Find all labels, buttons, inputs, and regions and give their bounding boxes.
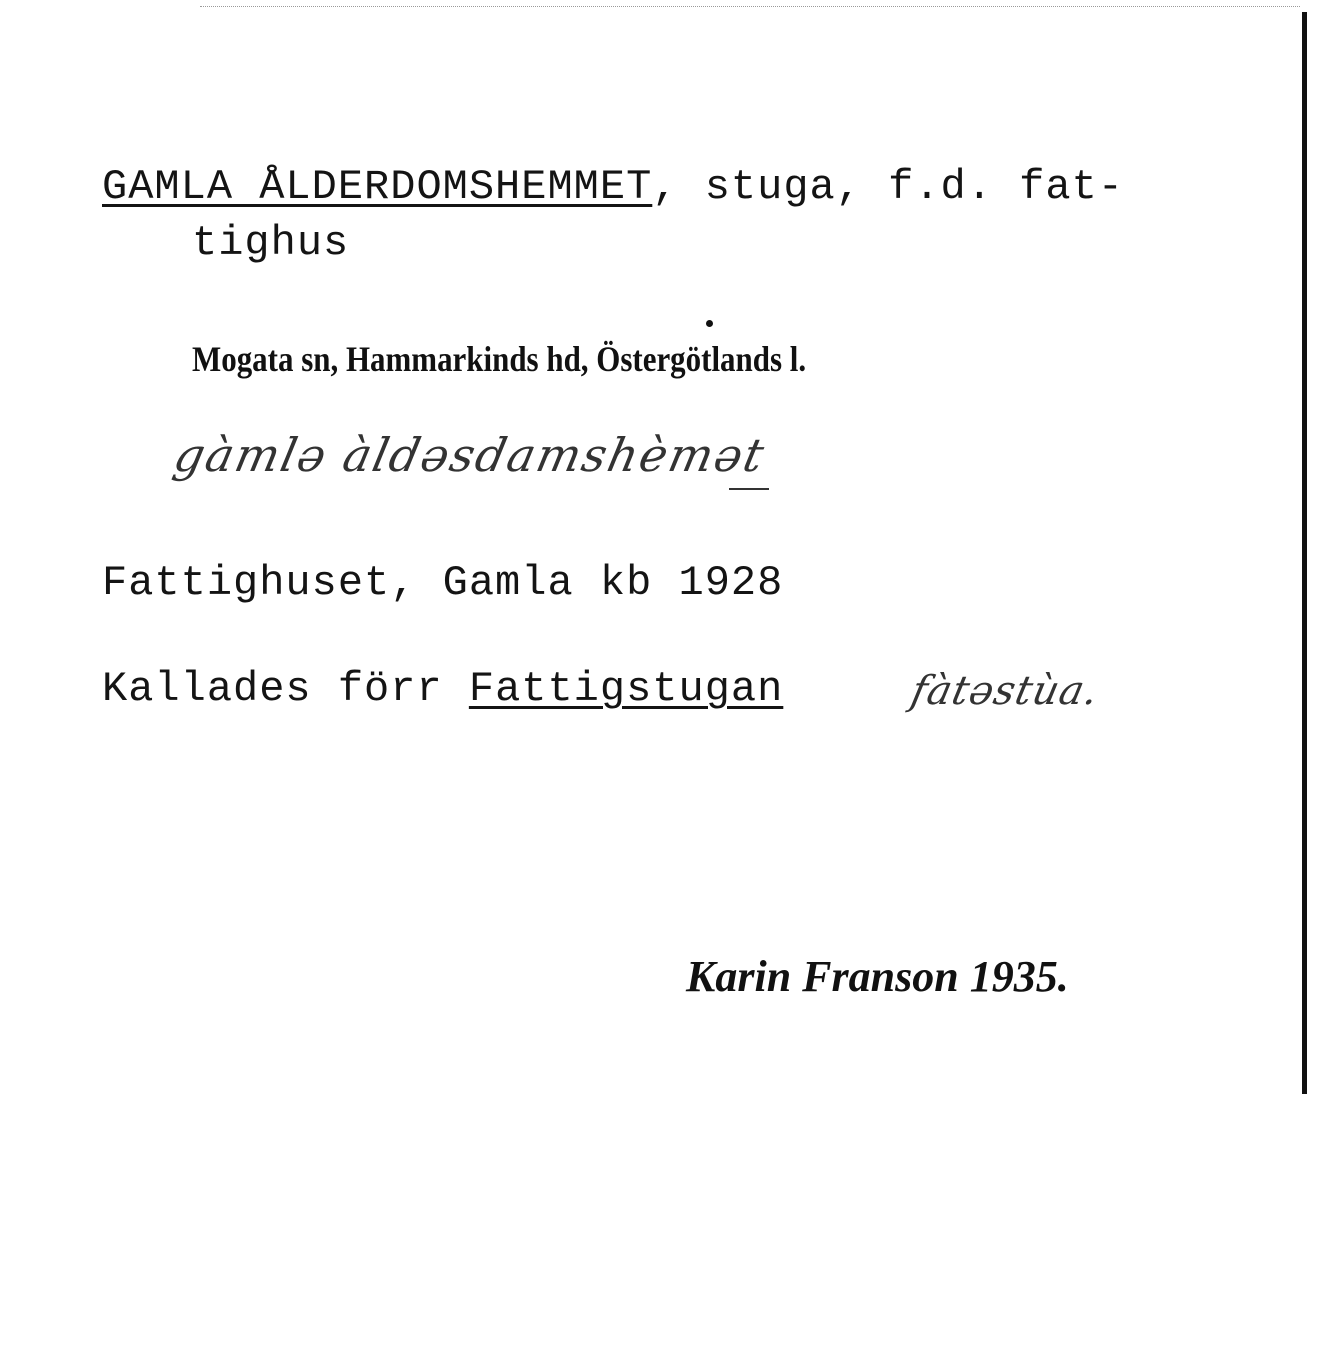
entry-line-2 bbox=[102, 665, 784, 713]
entry-prefix: Kallades förr bbox=[102, 665, 469, 713]
title-description: , stuga, f.d. fat- bbox=[652, 163, 1124, 211]
title-line bbox=[102, 163, 1124, 211]
handwritten-pronunciation: gàmlə àldəsdamshèmət bbox=[169, 428, 771, 482]
handwritten-former-pronunciation: fàtəstùa. bbox=[907, 668, 1104, 714]
former-name: Fattigstugan bbox=[468, 665, 784, 713]
ink-dot bbox=[706, 320, 713, 327]
entry-line-1: Fattighuset, Gamla kb 1928 bbox=[102, 559, 784, 607]
card-top-edge bbox=[200, 6, 1300, 7]
signature: Karin Franson 1935. bbox=[686, 952, 1069, 1001]
handwritten-underline bbox=[729, 488, 769, 490]
title-continuation: tighus bbox=[192, 219, 350, 267]
location-line: Mogata sn, Hammarkinds hd, Östergötlands l. bbox=[192, 339, 807, 379]
card-right-edge bbox=[1302, 12, 1307, 1094]
place-name: GAMLA ÅLDERDOMSHEMMET bbox=[102, 163, 653, 211]
